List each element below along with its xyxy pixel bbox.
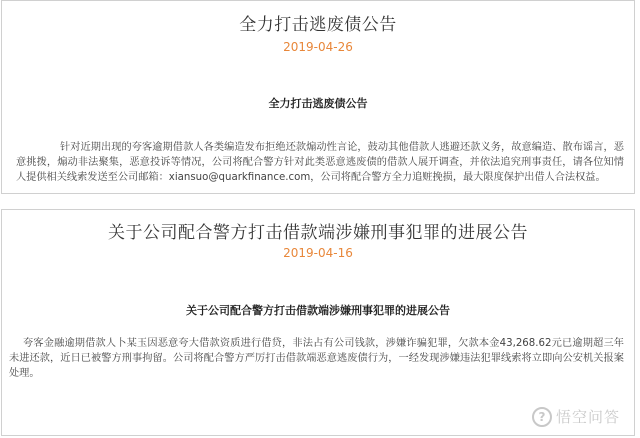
article-date: 2019-04-26	[283, 40, 353, 54]
watermark	[532, 406, 620, 427]
article-heading: 关于公司配合警方打击借款端涉嫌刑事犯罪的进展公告	[186, 304, 450, 317]
article-date: 2019-04-16	[283, 246, 353, 260]
article-heading: 全力打击逃废债公告	[268, 97, 368, 110]
article-body: 针对近期出现的夸客逾期借款人各类编造发布拒绝还款煽动性言论，鼓动其他借款人逃避还款义务，故意编造、散布谣言，恶意挑拨，煽动非法聚集，恶意投诉等情况，公司将配合警方针对此类恶意逃废债的借款人展开调查，并依法追究刑事责任，请各位知情人提供相关线索发送至公司邮箱：xiansuo@quarkfinance.com，公司将配合警方全力追赃挽损，最大限度保护出借人合法权益。	[16, 142, 624, 183]
article-body: 夸客金融逾期借款人卜某玉因恶意夸大借款资质进行借贷，非法占有公司钱款，涉嫌诈骗犯罪，欠款本金43,268.62元已逾期超三年未进还款，近日已被警方刑事拘留。公司将配合警方严厉打击借款端恶意逃废债行为，一经发现涉嫌违法犯罪线索将立即向公安机关报案处理。	[9, 338, 624, 379]
watermark-text: 悟空问答	[555, 408, 620, 426]
announcement-card	[1, 0, 635, 194]
article-title[interactable]: 关于公司配合警方打击借款端涉嫌刑事犯罪的进展公告	[108, 223, 528, 243]
article-title[interactable]: 全力打击逃废债公告	[239, 15, 397, 35]
chat-bubble-icon: ?	[532, 407, 552, 427]
announcement-card	[1, 209, 635, 436]
